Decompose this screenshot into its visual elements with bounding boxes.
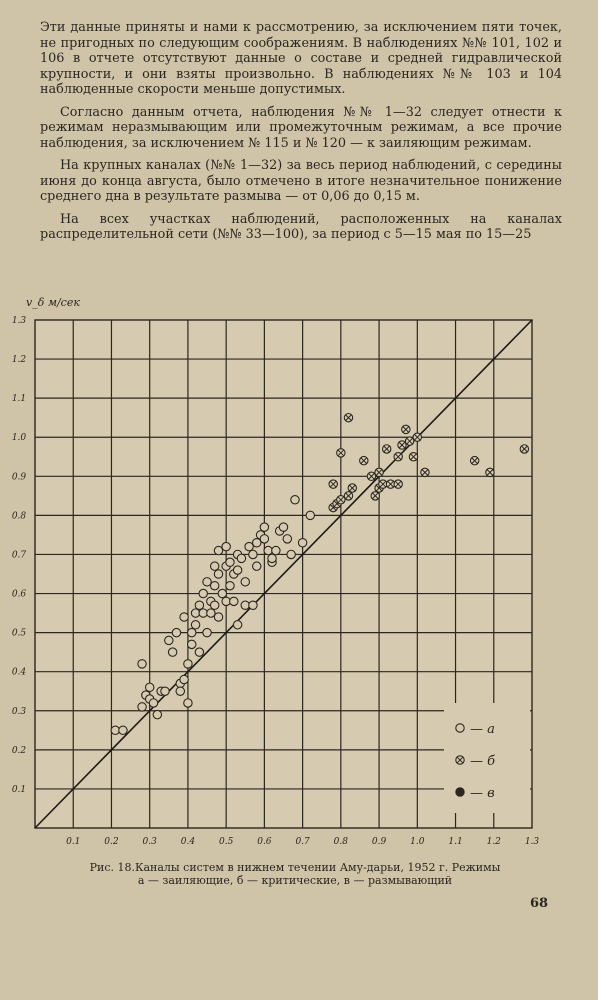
data-point-cross xyxy=(371,492,379,500)
data-point-open xyxy=(180,675,188,683)
y-tick-label: 0.9 xyxy=(11,472,27,483)
data-point-open xyxy=(253,539,261,547)
chart-svg xyxy=(0,288,598,888)
data-point-open xyxy=(298,539,306,547)
data-point-cross xyxy=(383,445,391,453)
data-point-open xyxy=(119,726,127,734)
y-tick-label: 1.1 xyxy=(11,394,27,405)
data-point-open xyxy=(184,660,192,668)
x-tick-label: 1.3 xyxy=(524,837,540,847)
data-point-open xyxy=(165,636,173,644)
data-point-open xyxy=(168,648,176,656)
legend-label: — а xyxy=(470,722,495,737)
data-point-cross xyxy=(470,456,478,464)
data-point-cross xyxy=(329,480,337,488)
paragraph-3: На крупных каналах (№№ 1—32) за весь период наблюдений, с середины июня до конца августа, было отмечено в итоге незначительное понижение среднего дна в результате размыва — от 0,06 до 0,15 м. xyxy=(40,158,562,204)
data-point-open xyxy=(226,582,234,590)
data-point-cross xyxy=(486,468,494,476)
data-point-open xyxy=(188,628,196,636)
data-point-open xyxy=(176,687,184,695)
legend-label: — б xyxy=(470,754,496,769)
scatter-chart xyxy=(0,288,598,888)
data-point-open xyxy=(138,703,146,711)
data-point-cross xyxy=(344,492,352,500)
data-point-cross xyxy=(520,445,528,453)
data-point-open xyxy=(149,699,157,707)
data-point-open xyxy=(188,640,196,648)
x-tick-label: 0.6 xyxy=(257,837,272,847)
y-tick-label: 0.2 xyxy=(11,745,27,756)
data-point-open xyxy=(203,578,211,586)
data-point-open xyxy=(222,542,230,550)
x-tick-label: 0.9 xyxy=(371,837,387,847)
y-tick-label: 1.2 xyxy=(11,355,27,366)
data-point-open xyxy=(237,554,245,562)
y-tick-label: 0.1 xyxy=(11,784,27,795)
paragraph-1: Эти данные приняты и нами к рассмотрению, за исключением пяти точек, не пригодных по следующим соображениям. В наблюдениях №№ 101, 102 и 106 в отчете отсутствуют данные о составе и средней гидравлической крупности, и они взяты произвольно. В наблюдениях №№ 103 и 104 наблюденные скорости меньше допустимых. xyxy=(40,20,562,97)
data-point-cross xyxy=(344,413,352,421)
data-point-cross xyxy=(337,449,345,457)
paragraph-4: На всех участках наблюдений, расположенных на каналах распределительной сети (№№ 33—100), за период с 5—15 мая по 15—25 xyxy=(40,211,562,242)
data-point-open xyxy=(191,621,199,629)
figure-caption xyxy=(60,862,530,887)
x-tick-label: 0.7 xyxy=(295,837,310,847)
data-point-open xyxy=(249,601,257,609)
data-point-open xyxy=(203,628,211,636)
data-point-cross xyxy=(402,425,410,433)
x-tick-label: 1.1 xyxy=(448,837,463,847)
x-tick-label: 0.4 xyxy=(180,837,196,847)
x-tick-label: 0.8 xyxy=(333,837,349,847)
data-point-open xyxy=(272,546,280,554)
y-tick-label: 0.3 xyxy=(11,706,27,717)
data-point-open xyxy=(268,554,276,562)
y-tick-label: 0.5 xyxy=(11,628,27,639)
data-point-open xyxy=(214,546,222,554)
data-point-cross xyxy=(413,433,421,441)
data-point-open xyxy=(245,542,253,550)
data-point-open xyxy=(214,570,222,578)
body-text xyxy=(40,20,562,250)
legend-label: — в xyxy=(470,786,495,801)
data-point-open xyxy=(233,621,241,629)
data-point-open xyxy=(199,589,207,597)
data-point-open xyxy=(287,550,295,558)
data-point-cross xyxy=(375,468,383,476)
data-point-open xyxy=(214,613,222,621)
data-point-open xyxy=(283,535,291,543)
data-point-open xyxy=(207,609,215,617)
legend-marker-cross xyxy=(456,756,464,764)
data-point-open xyxy=(210,582,218,590)
y-tick-label: 1.0 xyxy=(11,433,27,444)
data-point-open xyxy=(195,601,203,609)
data-point-open xyxy=(226,558,234,566)
data-point-cross xyxy=(398,441,406,449)
data-point-cross xyxy=(405,437,413,445)
data-point-cross xyxy=(360,456,368,464)
legend-marker-filled xyxy=(456,788,464,796)
data-point-open xyxy=(260,523,268,531)
caption-line-2: а — заиляющие, б — критические, в — размывающий xyxy=(137,873,453,887)
data-point-cross xyxy=(367,472,375,480)
y-tick-label: 1.3 xyxy=(11,316,27,326)
data-point-open xyxy=(279,523,287,531)
data-point-open xyxy=(249,550,257,558)
data-point-open xyxy=(210,562,218,570)
data-point-open xyxy=(195,648,203,656)
data-point-open xyxy=(184,699,192,707)
data-point-cross xyxy=(348,484,356,492)
x-tick-label: 0.2 xyxy=(104,837,119,847)
x-tick-label: 0.5 xyxy=(218,837,234,847)
legend-marker-open xyxy=(456,724,464,732)
data-point-open xyxy=(241,578,249,586)
data-point-open xyxy=(172,628,180,636)
data-point-open xyxy=(253,562,261,570)
data-point-open xyxy=(161,687,169,695)
data-point-cross xyxy=(394,453,402,461)
y-tick-label: 0.7 xyxy=(11,550,27,561)
y-axis-label: v_δ м/сек xyxy=(26,296,80,309)
data-point-cross xyxy=(409,453,417,461)
data-point-cross xyxy=(421,468,429,476)
x-tick-label: 1.0 xyxy=(410,837,425,847)
y-tick-label: 0.4 xyxy=(11,667,27,678)
data-point-open xyxy=(306,511,314,519)
page-number: 68 xyxy=(530,896,549,911)
data-point-open xyxy=(138,660,146,668)
data-point-open xyxy=(153,710,161,718)
data-point-open xyxy=(210,601,218,609)
data-point-open xyxy=(291,496,299,504)
data-point-open xyxy=(260,535,268,543)
data-point-open xyxy=(145,683,153,691)
data-point-cross xyxy=(394,480,402,488)
paragraph-2: Согласно данным отчета, наблюдения №№ 1—32 следует отнести к режимам неразмывающим или промежуточным режимам, а все прочие наблюдения, за исключением № 115 и № 120 — к заиляющим режимам. xyxy=(40,104,562,151)
y-tick-label: 0.8 xyxy=(11,511,27,522)
data-point-open xyxy=(180,613,188,621)
x-tick-label: 0.3 xyxy=(142,837,157,847)
y-tick-label: 0.6 xyxy=(11,589,27,600)
data-point-open xyxy=(230,597,238,605)
x-tick-label: 0.1 xyxy=(66,837,81,847)
caption-line-1: Рис. 18.Каналы систем в нижнем течении Аму-дарьи, 1952 г. Режимы xyxy=(89,861,501,874)
data-point-cross xyxy=(337,496,345,504)
data-point-open xyxy=(233,566,241,574)
x-tick-label: 1.2 xyxy=(486,837,501,847)
data-point-open xyxy=(218,589,226,597)
